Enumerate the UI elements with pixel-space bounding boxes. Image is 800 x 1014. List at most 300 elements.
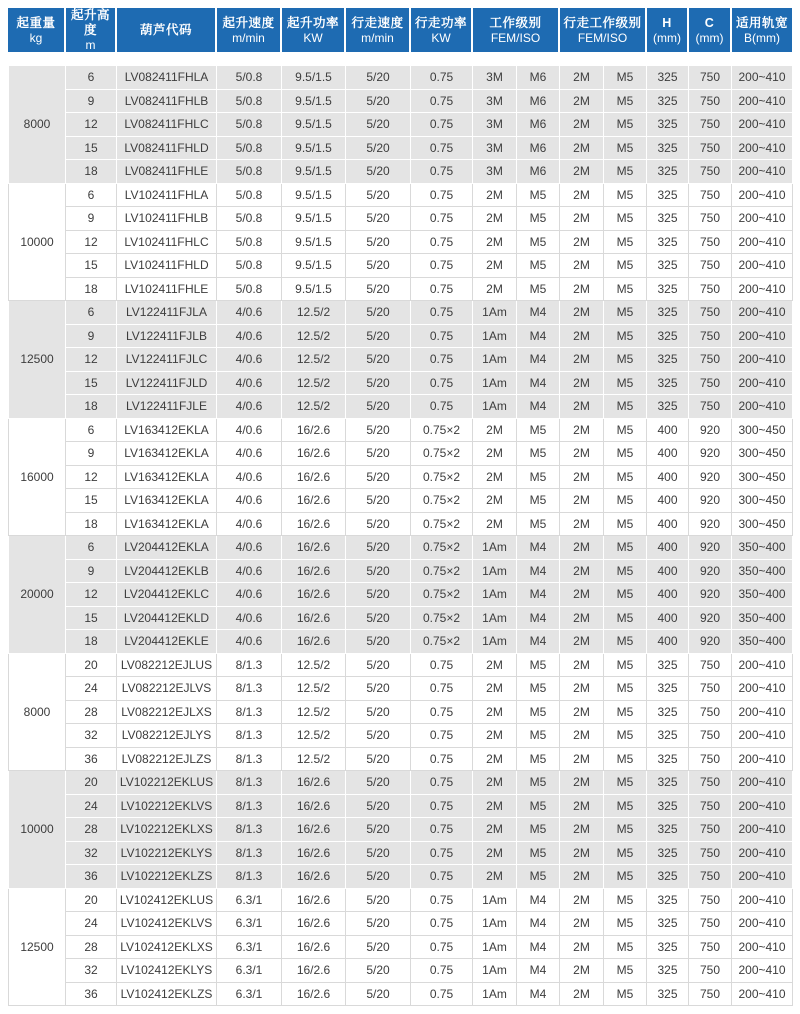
h-dim-cell: 325: [647, 841, 689, 865]
height-cell: 9: [66, 442, 117, 466]
travel-power-cell: 0.75: [411, 371, 473, 395]
travel-class-iso-cell: M5: [604, 160, 647, 184]
travel-class-fem-cell: 2M: [560, 653, 604, 677]
travel-class-fem-cell: 2M: [560, 465, 604, 489]
work-class-fem-cell: 2M: [473, 442, 517, 466]
work-class-fem-cell: 2M: [473, 865, 517, 889]
rail-width-cell: 200~410: [732, 841, 793, 865]
travel-class-fem-cell: 2M: [560, 818, 604, 842]
table-row: [9, 747, 793, 771]
travel-class-fem-cell: 2M: [560, 724, 604, 748]
travel-power-cell: 0.75: [411, 66, 473, 90]
work-class-fem-cell: 2M: [473, 418, 517, 442]
h-dim-cell: 325: [647, 818, 689, 842]
code-cell: LV102411FHLA: [117, 183, 217, 207]
rail-width-cell: 200~410: [732, 794, 793, 818]
travel-power-cell: 0.75: [411, 277, 473, 301]
travel-power-cell: 0.75: [411, 301, 473, 325]
lift-speed-cell: 4/0.6: [217, 559, 282, 583]
work-class-iso-cell: M4: [517, 606, 560, 630]
work-class-fem-cell: 1Am: [473, 371, 517, 395]
travel-class-fem-cell: 2M: [560, 207, 604, 231]
h-dim-cell: 325: [647, 254, 689, 278]
work-class-fem-cell: 2M: [473, 841, 517, 865]
code-cell: LV122411FJLC: [117, 348, 217, 372]
lift-power-cell: 16/2.6: [282, 841, 346, 865]
travel-speed-cell: 5/20: [346, 230, 411, 254]
height-cell: 9: [66, 324, 117, 348]
rail-width-cell: 300~450: [732, 465, 793, 489]
rail-width-cell: 200~410: [732, 935, 793, 959]
h-dim-cell: 400: [647, 606, 689, 630]
rail-width-cell: 200~410: [732, 747, 793, 771]
c-dim-cell: 750: [689, 747, 732, 771]
work-class-iso-cell: M5: [517, 724, 560, 748]
travel-speed-cell: 5/20: [346, 888, 411, 912]
work-class-iso-cell: M5: [517, 207, 560, 231]
work-class-iso-cell: M6: [517, 160, 560, 184]
c-dim-cell: 750: [689, 888, 732, 912]
lift-speed-cell: 5/0.8: [217, 207, 282, 231]
column-header-label: 起升功率: [286, 15, 339, 30]
lift-speed-cell: 4/0.6: [217, 512, 282, 536]
work-class-fem-cell: 3M: [473, 113, 517, 137]
c-dim-cell: 750: [689, 89, 732, 113]
c-dim-cell: 750: [689, 653, 732, 677]
h-dim-cell: 325: [647, 371, 689, 395]
c-dim-cell: 920: [689, 536, 732, 560]
c-dim-cell: 750: [689, 348, 732, 372]
work-class-iso-cell: M5: [517, 465, 560, 489]
travel-power-cell: 0.75: [411, 935, 473, 959]
work-class-iso-cell: M5: [517, 865, 560, 889]
travel-speed-cell: 5/20: [346, 301, 411, 325]
c-dim-cell: 750: [689, 865, 732, 889]
code-cell: LV082411FHLB: [117, 89, 217, 113]
work-class-iso-cell: M5: [517, 512, 560, 536]
height-cell: 24: [66, 912, 117, 936]
travel-class-iso-cell: M5: [604, 747, 647, 771]
travel-class-fem-cell: 2M: [560, 841, 604, 865]
c-dim-cell: 920: [689, 606, 732, 630]
work-class-iso-cell: M6: [517, 89, 560, 113]
h-dim-cell: 400: [647, 559, 689, 583]
work-class-iso-cell: M5: [517, 841, 560, 865]
table-row: [9, 536, 793, 560]
table-row: [9, 301, 793, 325]
rail-width-cell: 200~410: [732, 136, 793, 160]
travel-class-iso-cell: M5: [604, 818, 647, 842]
code-cell: LV082411FHLA: [117, 66, 217, 90]
column-header-label: H: [662, 15, 672, 30]
work-class-iso-cell: M5: [517, 489, 560, 513]
travel-speed-cell: 5/20: [346, 935, 411, 959]
lift-speed-cell: 5/0.8: [217, 277, 282, 301]
lift-speed-cell: 6.3/1: [217, 982, 282, 1006]
code-cell: LV102412EKLVS: [117, 912, 217, 936]
rail-width-cell: 350~400: [732, 559, 793, 583]
column-header-label: C: [704, 15, 715, 30]
travel-power-cell: 0.75×2: [411, 606, 473, 630]
travel-class-fem-cell: 2M: [560, 136, 604, 160]
rail-width-cell: 200~410: [732, 888, 793, 912]
table-row: [9, 865, 793, 889]
work-class-iso-cell: M5: [517, 230, 560, 254]
h-dim-cell: 325: [647, 982, 689, 1006]
table-row: [9, 348, 793, 372]
travel-class-iso-cell: M5: [604, 794, 647, 818]
travel-power-cell: 0.75: [411, 136, 473, 160]
weight-cell: 10000: [9, 771, 66, 889]
travel-class-fem-cell: 2M: [560, 230, 604, 254]
height-cell: 9: [66, 207, 117, 231]
height-cell: 24: [66, 794, 117, 818]
travel-class-fem-cell: 2M: [560, 982, 604, 1006]
lift-power-cell: 16/2.6: [282, 865, 346, 889]
travel-power-cell: 0.75×2: [411, 583, 473, 607]
lift-speed-cell: 8/1.3: [217, 724, 282, 748]
travel-power-cell: 0.75: [411, 771, 473, 795]
work-class-iso-cell: M5: [517, 418, 560, 442]
c-dim-cell: 750: [689, 935, 732, 959]
table-row: [9, 959, 793, 983]
travel-power-cell: 0.75: [411, 841, 473, 865]
lift-speed-cell: 5/0.8: [217, 160, 282, 184]
c-dim-cell: 750: [689, 113, 732, 137]
h-dim-cell: 325: [647, 959, 689, 983]
code-cell: LV102412EKLXS: [117, 935, 217, 959]
lift-speed-cell: 5/0.8: [217, 183, 282, 207]
travel-class-iso-cell: M5: [604, 606, 647, 630]
travel-class-iso-cell: M5: [604, 559, 647, 583]
weight-cell: 8000: [9, 66, 66, 184]
lift-speed-cell: 6.3/1: [217, 935, 282, 959]
weight-cell: 12500: [9, 888, 66, 1006]
height-cell: 15: [66, 136, 117, 160]
work-class-fem-cell: 1Am: [473, 348, 517, 372]
work-class-fem-cell: 2M: [473, 277, 517, 301]
table-row: [9, 371, 793, 395]
travel-class-iso-cell: M5: [604, 418, 647, 442]
c-dim-cell: 920: [689, 630, 732, 654]
travel-class-iso-cell: M5: [604, 230, 647, 254]
code-cell: LV204412EKLB: [117, 559, 217, 583]
travel-class-fem-cell: 2M: [560, 442, 604, 466]
table-body: [9, 66, 793, 1006]
travel-class-iso-cell: M5: [604, 583, 647, 607]
c-dim-cell: 750: [689, 66, 732, 90]
height-cell: 12: [66, 230, 117, 254]
travel-class-fem-cell: 2M: [560, 959, 604, 983]
column-header-label: 工作级别: [489, 15, 542, 30]
table-row: [9, 418, 793, 442]
work-class-fem-cell: 2M: [473, 747, 517, 771]
header-row: [8, 8, 792, 52]
column-header-h-dim: [646, 8, 688, 52]
work-class-fem-cell: 3M: [473, 66, 517, 90]
travel-class-fem-cell: 2M: [560, 348, 604, 372]
work-class-iso-cell: M4: [517, 395, 560, 419]
lift-speed-cell: 4/0.6: [217, 630, 282, 654]
c-dim-cell: 920: [689, 442, 732, 466]
travel-class-iso-cell: M5: [604, 841, 647, 865]
h-dim-cell: 325: [647, 771, 689, 795]
travel-class-fem-cell: 2M: [560, 66, 604, 90]
c-dim-cell: 920: [689, 512, 732, 536]
travel-class-iso-cell: M5: [604, 254, 647, 278]
height-cell: 20: [66, 888, 117, 912]
lift-power-cell: 12.5/2: [282, 395, 346, 419]
height-cell: 28: [66, 700, 117, 724]
work-class-iso-cell: M5: [517, 747, 560, 771]
travel-class-fem-cell: 2M: [560, 912, 604, 936]
travel-power-cell: 0.75: [411, 912, 473, 936]
lift-speed-cell: 4/0.6: [217, 395, 282, 419]
rail-width-cell: 200~410: [732, 818, 793, 842]
rail-width-cell: 200~410: [732, 677, 793, 701]
code-cell: LV102212EKLXS: [117, 818, 217, 842]
lift-power-cell: 9.5/1.5: [282, 207, 346, 231]
height-cell: 18: [66, 630, 117, 654]
h-dim-cell: 400: [647, 465, 689, 489]
work-class-fem-cell: 1Am: [473, 395, 517, 419]
code-cell: LV102212EKLUS: [117, 771, 217, 795]
work-class-iso-cell: M4: [517, 583, 560, 607]
rail-width-cell: 200~410: [732, 89, 793, 113]
h-dim-cell: 400: [647, 630, 689, 654]
height-cell: 18: [66, 395, 117, 419]
work-class-fem-cell: 3M: [473, 160, 517, 184]
rail-width-cell: 200~410: [732, 653, 793, 677]
travel-class-iso-cell: M5: [604, 207, 647, 231]
travel-power-cell: 0.75: [411, 700, 473, 724]
rail-width-cell: 300~450: [732, 442, 793, 466]
h-dim-cell: 325: [647, 677, 689, 701]
height-cell: 12: [66, 348, 117, 372]
rail-width-cell: 200~410: [732, 324, 793, 348]
work-class-fem-cell: 1Am: [473, 630, 517, 654]
travel-power-cell: 0.75: [411, 747, 473, 771]
travel-power-cell: 0.75: [411, 348, 473, 372]
spec-table-body: [8, 65, 793, 1006]
travel-class-iso-cell: M5: [604, 277, 647, 301]
travel-class-fem-cell: 2M: [560, 395, 604, 419]
work-class-fem-cell: 1Am: [473, 982, 517, 1006]
c-dim-cell: 750: [689, 395, 732, 419]
table-row: [9, 66, 793, 90]
work-class-iso-cell: M4: [517, 630, 560, 654]
travel-class-fem-cell: 2M: [560, 677, 604, 701]
table-row: [9, 771, 793, 795]
travel-power-cell: 0.75: [411, 888, 473, 912]
lift-power-cell: 16/2.6: [282, 771, 346, 795]
c-dim-cell: 750: [689, 794, 732, 818]
lift-power-cell: 16/2.6: [282, 512, 346, 536]
code-cell: LV082411FHLC: [117, 113, 217, 137]
travel-power-cell: 0.75: [411, 724, 473, 748]
travel-class-iso-cell: M5: [604, 888, 647, 912]
column-header-unit: KW: [431, 30, 451, 45]
lift-power-cell: 9.5/1.5: [282, 66, 346, 90]
travel-class-fem-cell: 2M: [560, 160, 604, 184]
travel-class-fem-cell: 2M: [560, 371, 604, 395]
travel-speed-cell: 5/20: [346, 395, 411, 419]
travel-power-cell: 0.75: [411, 207, 473, 231]
lift-power-cell: 16/2.6: [282, 442, 346, 466]
travel-power-cell: 0.75: [411, 653, 473, 677]
column-header-travel-power: [410, 8, 472, 52]
travel-class-iso-cell: M5: [604, 113, 647, 137]
travel-class-iso-cell: M5: [604, 348, 647, 372]
h-dim-cell: 325: [647, 794, 689, 818]
h-dim-cell: 325: [647, 136, 689, 160]
rail-width-cell: 200~410: [732, 348, 793, 372]
travel-class-fem-cell: 2M: [560, 254, 604, 278]
rail-width-cell: 200~410: [732, 912, 793, 936]
table-row: [9, 677, 793, 701]
rail-width-cell: 200~410: [732, 66, 793, 90]
travel-speed-cell: 5/20: [346, 160, 411, 184]
height-cell: 18: [66, 277, 117, 301]
c-dim-cell: 750: [689, 183, 732, 207]
travel-class-fem-cell: 2M: [560, 512, 604, 536]
c-dim-cell: 750: [689, 301, 732, 325]
h-dim-cell: 325: [647, 301, 689, 325]
work-class-fem-cell: 2M: [473, 818, 517, 842]
travel-speed-cell: 5/20: [346, 89, 411, 113]
c-dim-cell: 750: [689, 136, 732, 160]
work-class-fem-cell: 2M: [473, 771, 517, 795]
c-dim-cell: 750: [689, 818, 732, 842]
height-cell: 6: [66, 66, 117, 90]
h-dim-cell: 325: [647, 747, 689, 771]
lift-speed-cell: 8/1.3: [217, 747, 282, 771]
height-cell: 12: [66, 113, 117, 137]
height-cell: 15: [66, 489, 117, 513]
table-row: [9, 794, 793, 818]
c-dim-cell: 920: [689, 418, 732, 442]
travel-class-fem-cell: 2M: [560, 418, 604, 442]
travel-class-iso-cell: M5: [604, 536, 647, 560]
travel-class-fem-cell: 2M: [560, 89, 604, 113]
travel-class-iso-cell: M5: [604, 724, 647, 748]
height-cell: 15: [66, 254, 117, 278]
height-cell: 20: [66, 771, 117, 795]
lift-power-cell: 9.5/1.5: [282, 254, 346, 278]
work-class-fem-cell: 2M: [473, 207, 517, 231]
travel-speed-cell: 5/20: [346, 677, 411, 701]
lift-speed-cell: 4/0.6: [217, 442, 282, 466]
c-dim-cell: 750: [689, 982, 732, 1006]
spec-table-header: [8, 8, 792, 52]
code-cell: LV204412EKLE: [117, 630, 217, 654]
code-cell: LV102411FHLC: [117, 230, 217, 254]
code-cell: LV122411FJLE: [117, 395, 217, 419]
travel-class-fem-cell: 2M: [560, 700, 604, 724]
rail-width-cell: 350~400: [732, 630, 793, 654]
lift-power-cell: 16/2.6: [282, 583, 346, 607]
lift-speed-cell: 8/1.3: [217, 677, 282, 701]
rail-width-cell: 200~410: [732, 254, 793, 278]
travel-class-fem-cell: 2M: [560, 183, 604, 207]
travel-power-cell: 0.75×2: [411, 442, 473, 466]
code-cell: LV102412EKLYS: [117, 959, 217, 983]
column-header-label: 葫芦代码: [139, 22, 192, 37]
lift-speed-cell: 4/0.6: [217, 536, 282, 560]
work-class-fem-cell: 1Am: [473, 935, 517, 959]
table-row: [9, 254, 793, 278]
rail-width-cell: 200~410: [732, 959, 793, 983]
height-cell: 12: [66, 583, 117, 607]
code-cell: LV163412EKLA: [117, 418, 217, 442]
c-dim-cell: 750: [689, 230, 732, 254]
work-class-iso-cell: M5: [517, 700, 560, 724]
travel-speed-cell: 5/20: [346, 912, 411, 936]
work-class-fem-cell: 1Am: [473, 912, 517, 936]
c-dim-cell: 750: [689, 254, 732, 278]
work-class-fem-cell: 2M: [473, 653, 517, 677]
code-cell: LV122411FJLD: [117, 371, 217, 395]
code-cell: LV102212EKLVS: [117, 794, 217, 818]
c-dim-cell: 920: [689, 489, 732, 513]
travel-speed-cell: 5/20: [346, 465, 411, 489]
rail-width-cell: 200~410: [732, 724, 793, 748]
column-header-rail-width: [731, 8, 792, 52]
column-header-label: 起升速度: [222, 15, 275, 30]
column-header-unit: kg: [29, 30, 43, 45]
travel-speed-cell: 5/20: [346, 724, 411, 748]
work-class-iso-cell: M4: [517, 348, 560, 372]
travel-class-iso-cell: M5: [604, 301, 647, 325]
code-cell: LV082212EJLXS: [117, 700, 217, 724]
height-cell: 18: [66, 160, 117, 184]
travel-speed-cell: 5/20: [346, 959, 411, 983]
code-cell: LV163412EKLA: [117, 442, 217, 466]
travel-speed-cell: 5/20: [346, 371, 411, 395]
table-row: [9, 888, 793, 912]
height-cell: 9: [66, 559, 117, 583]
c-dim-cell: 920: [689, 559, 732, 583]
work-class-iso-cell: M6: [517, 113, 560, 137]
height-cell: 32: [66, 841, 117, 865]
travel-class-iso-cell: M5: [604, 489, 647, 513]
lift-power-cell: 16/2.6: [282, 935, 346, 959]
code-cell: LV082411FHLD: [117, 136, 217, 160]
work-class-iso-cell: M6: [517, 66, 560, 90]
lift-speed-cell: 6.3/1: [217, 912, 282, 936]
height-cell: 6: [66, 183, 117, 207]
travel-speed-cell: 5/20: [346, 982, 411, 1006]
lift-speed-cell: 5/0.8: [217, 254, 282, 278]
travel-power-cell: 0.75×2: [411, 630, 473, 654]
h-dim-cell: 325: [647, 207, 689, 231]
h-dim-cell: 325: [647, 724, 689, 748]
work-class-iso-cell: M4: [517, 912, 560, 936]
travel-speed-cell: 5/20: [346, 348, 411, 372]
lift-power-cell: 9.5/1.5: [282, 113, 346, 137]
h-dim-cell: 325: [647, 230, 689, 254]
lift-power-cell: 12.5/2: [282, 724, 346, 748]
travel-speed-cell: 5/20: [346, 66, 411, 90]
lift-power-cell: 16/2.6: [282, 559, 346, 583]
column-header-unit: FEM/ISO: [577, 30, 628, 45]
work-class-iso-cell: M4: [517, 536, 560, 560]
h-dim-cell: 400: [647, 583, 689, 607]
travel-class-fem-cell: 2M: [560, 865, 604, 889]
rail-width-cell: 200~410: [732, 113, 793, 137]
column-header-unit: m: [85, 38, 96, 52]
lift-power-cell: 16/2.6: [282, 418, 346, 442]
